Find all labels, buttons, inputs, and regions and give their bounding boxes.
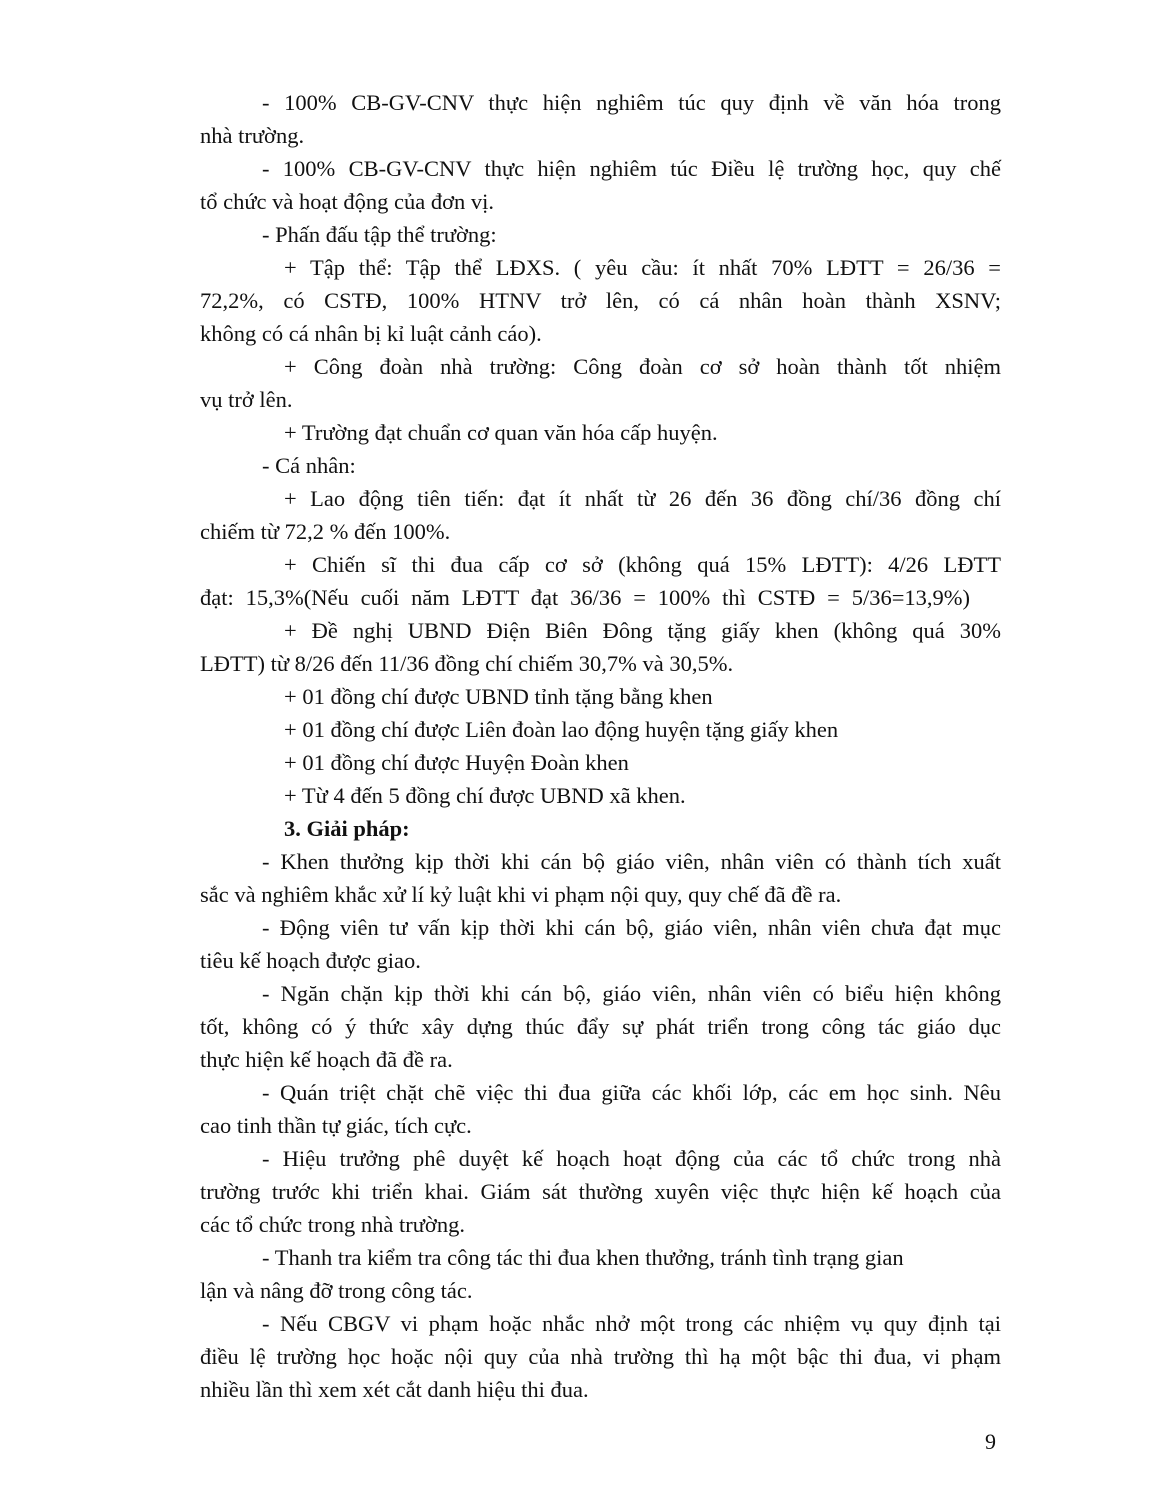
text-line: - Động viên tư vấn kịp thời khi cán bộ, giáo viên, nhân viên chưa đạt mục [262, 915, 1001, 940]
text-line: nhiều lần thì xem xét cắt danh hiệu thi đua. [200, 1377, 589, 1402]
text-line: không có cá nhân bị kỉ luật cảnh cáo). [200, 321, 542, 346]
text-line: nhà trường. [200, 123, 305, 148]
text-line: - Quán triệt chặt chẽ việc thi đua giữa các khối lớp, các em học sinh. Nêu [262, 1080, 1001, 1105]
text-line: + Công đoàn nhà trường: Công đoàn cơ sở hoàn thành tốt nhiệm [284, 354, 1001, 379]
text-line: - Khen thưởng kịp thời khi cán bộ giáo viên, nhân viên có thành tích xuất [262, 849, 1001, 874]
text-line: + Trường đạt chuẩn cơ quan văn hóa cấp huyện. [284, 420, 718, 445]
text-line: - Nếu CBGV vi phạm hoặc nhắc nhở một trong các nhiệm vụ quy định tại [262, 1311, 1001, 1336]
text-line: + 01 đồng chí được UBND tỉnh tặng bằng khen [284, 684, 713, 709]
text-line: lận và nâng đỡ trong công tác. [200, 1278, 473, 1303]
text-line: sắc và nghiêm khắc xử lí kỷ luật khi vi phạm nội quy, quy chế đã đề ra. [200, 882, 842, 907]
text-line: đạt: 15,3%(Nếu cuối năm LĐTT đạt 36/36 = 100% thì CSTĐ = 5/36=13,9%) [200, 585, 970, 610]
text-line: các tổ chức trong nhà trường. [200, 1212, 465, 1237]
text-line: thực hiện kế hoạch đã đề ra. [200, 1047, 453, 1072]
text-line: - Ngăn chặn kịp thời khi cán bộ, giáo viên, nhân viên có biểu hiện không [262, 981, 1001, 1006]
text-line: tiêu kế hoạch được giao. [200, 948, 421, 973]
text-line: - Phấn đấu tập thể trường: [262, 222, 497, 247]
text-line: - 100% CB-GV-CNV thực hiện nghiêm túc quy định về văn hóa trong [262, 90, 1001, 115]
text-line: + 01 đồng chí được Huyện Đoàn khen [284, 750, 629, 775]
text-line: chiếm từ 72,2 % đến 100%. [200, 519, 451, 544]
text-line: - Cá nhân: [262, 453, 356, 478]
section-heading: 3. Giải pháp: [284, 816, 410, 841]
text-line: điều lệ trường học hoặc nội quy của nhà trường thì hạ một bậc thi đua, vi phạm [200, 1344, 1001, 1369]
text-line: vụ trở lên. [200, 387, 293, 412]
text-line: + Từ 4 đến 5 đồng chí được UBND xã khen. [284, 783, 686, 808]
text-line: - Hiệu trưởng phê duyệt kế hoạch hoạt động của các tổ chức trong nhà [262, 1146, 1001, 1171]
text-line: + 01 đồng chí được Liên đoàn lao động huyện tặng giấy khen [284, 717, 839, 742]
text-line: trường trước khi triển khai. Giám sát thường xuyên việc thực hiện kế hoạch của [200, 1179, 1001, 1204]
text-line: cao tinh thần tự giác, tích cực. [200, 1113, 472, 1138]
text-line: + Lao động tiên tiến: đạt ít nhất từ 26 đến 36 đồng chí/36 đồng chí [284, 486, 1001, 511]
text-line: - Thanh tra kiểm tra công tác thi đua khen thưởng, tránh tình trạng gian [262, 1245, 904, 1270]
text-line: tốt, không có ý thức xây dựng thúc đẩy sự phát triển trong công tác giáo dục [200, 1014, 1001, 1039]
page-number: 9 [985, 1429, 996, 1454]
text-line: LĐTT) từ 8/26 đến 11/36 đồng chí chiếm 30,7% và 30,5%. [200, 651, 734, 676]
text-line: + Đề nghị UBND Điện Biên Đông tặng giấy khen (không quá 30% [284, 618, 1001, 643]
text-line: tổ chức và hoạt động của đơn vị. [200, 189, 495, 214]
text-line: - 100% CB-GV-CNV thực hiện nghiêm túc Điều lệ trường học, quy chế [262, 156, 1001, 181]
text-line: + Tập thể: Tập thể LĐXS. ( yêu cầu: ít nhất 70% LĐTT = 26/36 = [284, 255, 1001, 280]
text-line: + Chiến sĩ thi đua cấp cơ sở (không quá 15% LĐTT): 4/26 LĐTT [284, 552, 1001, 577]
text-line: 72,2%, có CSTĐ, 100% HTNV trở lên, có cá nhân hoàn thành XSNV; [200, 288, 1001, 313]
